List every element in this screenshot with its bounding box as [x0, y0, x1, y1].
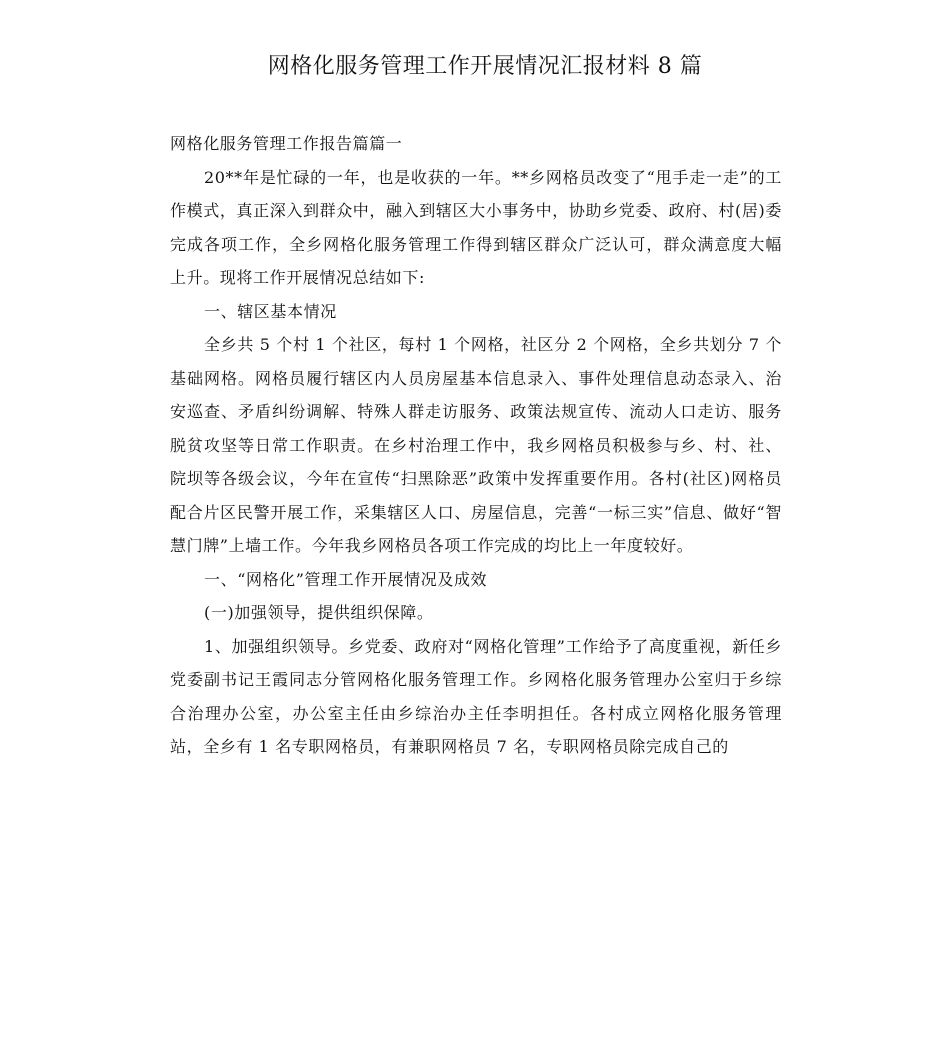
heading-grid-management-results: 一、“网格化”管理工作开展情况及成效	[204, 569, 488, 589]
paragraph-leadership: 1、加强组织领导。乡党委、政府对“网格化管理”工作给予了高度重视，新任乡党委副书记王霞同志分管网格化服务管理工作。乡网格化服务管理办公室归于乡综合治理办公室，办公室主任由乡综治办主任李明担任。各村成立网格化服务管理站，全乡有 1 名专职网格员，有兼职网格员 7 名，专职网格员除完成自己的	[170, 636, 782, 756]
document-body	[170, 127, 782, 764]
subheading-leadership: (一)加强领导，提供组织保障。	[204, 603, 434, 622]
section-title: 网格化服务管理工作报告篇篇一	[170, 134, 403, 153]
paragraph-intro: 20**年是忙碌的一年，也是收获的一年。**乡网格员改变了“甩手走一走”的工作模式，真正深入到群众中，融入到辖区大小事务中，协助乡党委、政府、村(居)委完成各项工作，全乡网格化服务管理工作得到辖区群众广泛认可，群众满意度大幅上升。现将工作开展情况总结如下:	[170, 167, 782, 287]
document-title: 网格化服务管理工作开展情况汇报材料 8 篇	[267, 54, 703, 79]
heading-jurisdiction-overview: 一、辖区基本情况	[204, 301, 337, 321]
paragraph-jurisdiction-overview: 全乡共 5 个村 1 个社区，每村 1 个网格，社区分 2 个网格，全乡共划分 7 个基础网格。网格员履行辖区内人员房屋基本信息录入、事件处理信息动态录入、治安巡查、矛盾纠纷调解、特殊人群走访服务、政策法规宣传、流动人口走访、服务脱贫攻坚等日常工作职责。在乡村治理工作中，我乡网格员积极参与乡、村、社、院坝等各级会议，今年在宣传“扫黑除恶”政策中发挥重要作用。各村(社区)网格员配合片区民警开展工作，采集辖区人口、房屋信息，完善“一标三实”信息、做好“智慧门牌”上墙工作。今年我乡网格员各项工作完成的均比上一年度较好。	[170, 335, 782, 555]
